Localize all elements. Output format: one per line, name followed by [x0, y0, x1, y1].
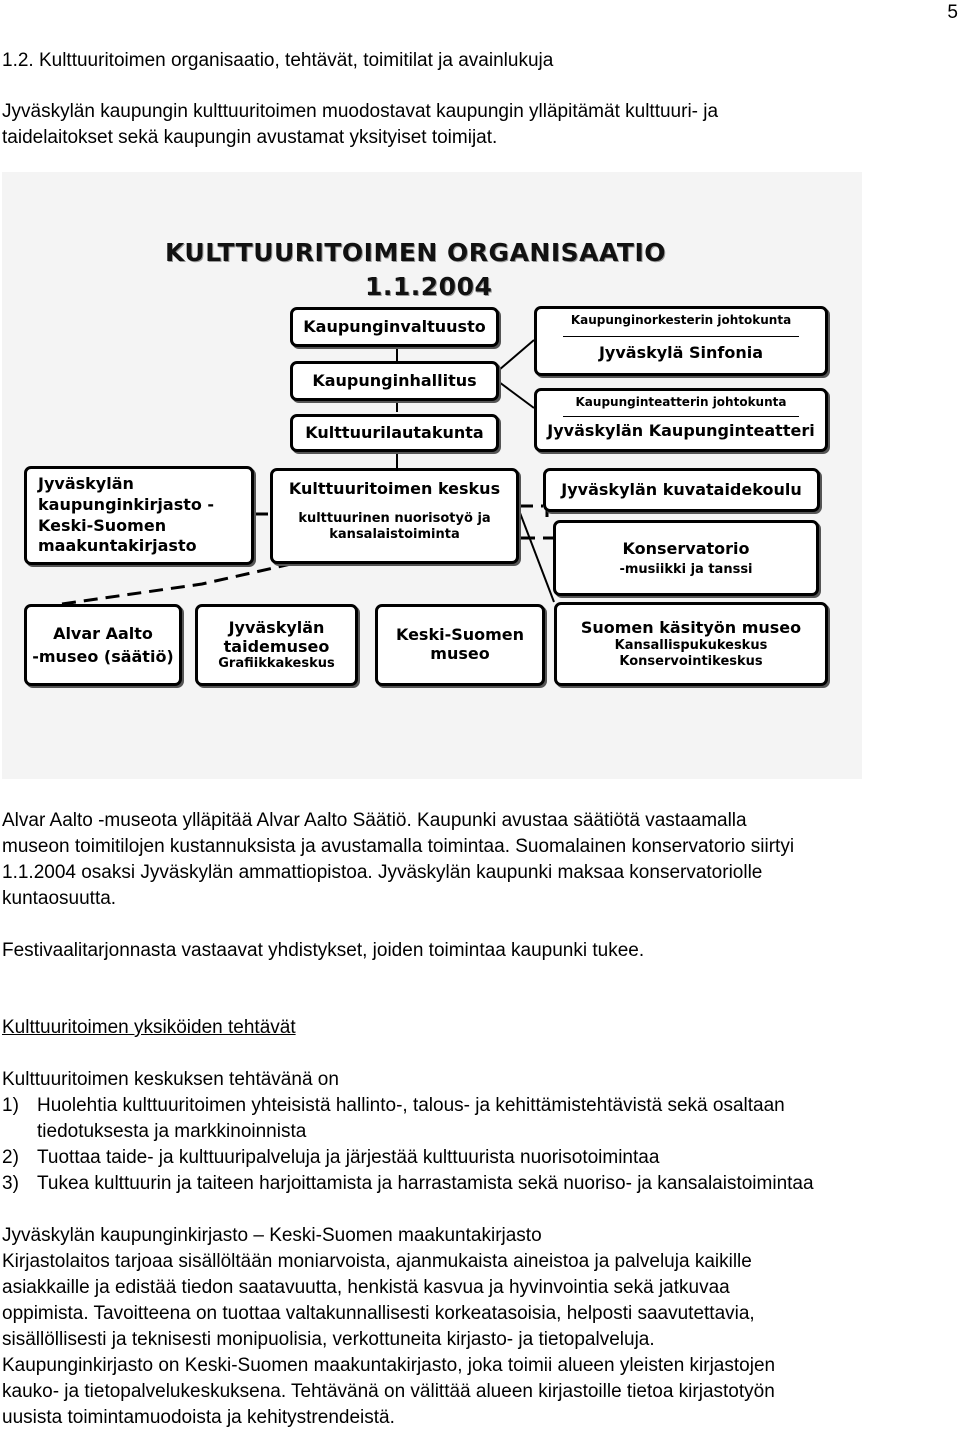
dashed-connector	[62, 562, 300, 604]
after-chart-line: Alvar Aalto -museota ylläpitää Alvar Aalto Säätiö. Kaupunki avustaa säätiötä vastaamalla	[2, 810, 747, 831]
kasityo-line: Suomen käsityön museo	[580, 617, 802, 637]
tasks-intro: Kulttuuritoimen keskuksen tehtävänä on	[2, 1069, 339, 1090]
festival-text: Festivaalitarjonnasta vastaavat yhdistykset, joiden toimintaa kaupunki tukee.	[2, 940, 645, 961]
task-line: tiedotuksesta ja markkinoinnista	[37, 1121, 307, 1142]
aalto-line: Alvar Aalto	[53, 623, 153, 643]
keskus-box	[270, 468, 519, 564]
task-number: 2)	[2, 1147, 19, 1168]
library-line: Kaupunginkirjasto on Keski-Suomen maakuntakirjasto, joka toimii alueen yleisten kirjastojen	[2, 1355, 776, 1376]
kirjasto-box	[24, 466, 254, 565]
library-line: asiakkaille ja edistää tiedon saatavuutta, henkistä kasvua ja hyvinvointia sekä jatkuvaa	[2, 1277, 730, 1298]
intro-line-1: Jyväskylän kaupungin kulttuuritoimen muodostavat kaupungin ylläpitämät kulttuuri- ja	[2, 101, 719, 122]
task-line: Huolehtia kulttuuritoimen yhteisistä hallinto-, talous- ja kehittämistehtävistä sekä osaltaan	[37, 1095, 785, 1116]
hallitus-label: Kaupunginhallitus	[312, 371, 477, 391]
aalto-line: -museo (säätiö)	[32, 647, 174, 666]
taidemuseo-line: Grafiikkakeskus	[218, 656, 335, 672]
intro-line-2: taidelaitokset sekä kaupungin avustamat yksityiset toimijat.	[2, 127, 498, 148]
library-line: Kirjastolaitos tarjoaa sisällöltään moniarvoista, ajanmukaista aineistoa ja palveluja kaikille	[2, 1251, 752, 1272]
kasityo-line: Konservointikeskus	[619, 654, 763, 669]
kasityo-box	[554, 602, 828, 686]
taidemuseo-line: taidemuseo	[223, 637, 330, 657]
task-number: 3)	[2, 1173, 19, 1194]
teatteri-label: Jyväskylän Kaupunginteatteri	[547, 421, 815, 441]
library-line: uusista toimintamuodoista ja kehitystrendeistä.	[2, 1407, 395, 1428]
lautakunta-label: Kulttuurilautakunta	[305, 423, 484, 443]
taidemuseo-line: Jyväskylän	[228, 618, 325, 638]
task-line: Tuottaa taide- ja kulttuuripalveluja ja järjestää kulttuurista nuorisotoimintaa	[37, 1147, 660, 1168]
library-line: oppimista. Tavoitteena on tuottaa valtakunnallisesti korkeatasoisia, helposti saavutettavia,	[2, 1303, 755, 1324]
kirjasto-line: Keski-Suomen	[38, 515, 167, 535]
connector-line	[499, 382, 534, 408]
kirjasto-line: kaupunginkirjasto -	[38, 494, 215, 514]
divider	[563, 336, 799, 337]
ksmuseo-line: Keski-Suomen	[395, 625, 525, 644]
chart-date: 1.1.2004	[365, 272, 493, 301]
kirjasto-line: Jyväskylän	[38, 473, 134, 493]
konservatorio-sub: -musiikki ja tanssi	[619, 561, 753, 577]
ksmuseo-box	[375, 604, 545, 686]
after-chart-line: 1.1.2004 osaksi Jyväskylän ammattiopistoa. Jyväskylän kaupunki maksaa konservatoriolle	[2, 862, 763, 883]
library-heading: Jyväskylän kaupunginkirjasto – Keski-Suomen maakuntakirjasto	[2, 1225, 542, 1246]
keskus-sub-line: kansalaistoiminta	[329, 526, 460, 542]
library-line: sisällöllisesti ja teknisesti monipuolisia, verkottuneita kirjasto- ja tietopalveluja.	[2, 1329, 655, 1350]
taidemuseo-box	[195, 604, 358, 686]
page-number: 5	[947, 2, 958, 23]
valtuusto-box	[290, 307, 499, 347]
connector-line	[517, 505, 554, 602]
kuvataide-box	[543, 468, 820, 512]
kuvataide-label: Jyväskylän kuvataidekoulu	[561, 480, 802, 500]
hallitus-box	[290, 361, 499, 401]
orkesteri-board-label: Kaupunginorkesterin johtokunta	[570, 313, 792, 327]
org-chart	[2, 172, 862, 779]
orkesteri-box	[534, 306, 828, 376]
valtuusto-label: Kaupunginvaltuusto	[303, 317, 486, 337]
lautakunta-box	[290, 414, 499, 452]
keskus-label: Kulttuuritoimen keskus	[288, 479, 501, 498]
keskus-sub-line: kulttuurinen nuorisotyö ja	[298, 511, 491, 527]
after-chart-line: museon toimitilojen kustannuksista ja avustamalla toimintaa. Suomalainen konservatorio siirtyi	[2, 836, 795, 857]
chart-title: KULTTUURITOIMEN ORGANISAATIO	[165, 238, 667, 267]
task-line: Tukea kulttuurin ja taiteen harjoittamista ja harrastamista sekä nuoriso- ja kansalaistoimintaa	[37, 1173, 814, 1194]
after-chart-line: kuntaosuutta.	[2, 888, 117, 909]
tasks-heading: Kulttuuritoimen yksiköiden tehtävät	[2, 1017, 296, 1038]
orkesteri-label: Jyväskylä Sinfonia	[598, 343, 764, 363]
divider	[563, 416, 799, 417]
konservatorio-label: Konservatorio	[622, 538, 750, 558]
aalto-box	[24, 604, 182, 686]
konservatorio-box	[553, 520, 819, 596]
teatteri-box	[534, 388, 828, 452]
kirjasto-line: maakuntakirjasto	[38, 536, 197, 556]
ksmuseo-line: museo	[430, 644, 490, 664]
teatteri-board-label: Kaupunginteatterin johtokunta	[575, 395, 787, 409]
task-number: 1)	[2, 1095, 19, 1116]
kasityo-line: Kansallispukukeskus	[614, 637, 768, 653]
library-line: kauko- ja tietopalvelukeskuksena. Tehtävänä on välittää alueen kirjastoille tietoa kirjastotyön	[2, 1381, 775, 1402]
connector-line	[499, 340, 534, 370]
section-heading: 1.2. Kulttuuritoimen organisaatio, tehtävät, toimitilat ja avainlukuja	[2, 50, 554, 71]
